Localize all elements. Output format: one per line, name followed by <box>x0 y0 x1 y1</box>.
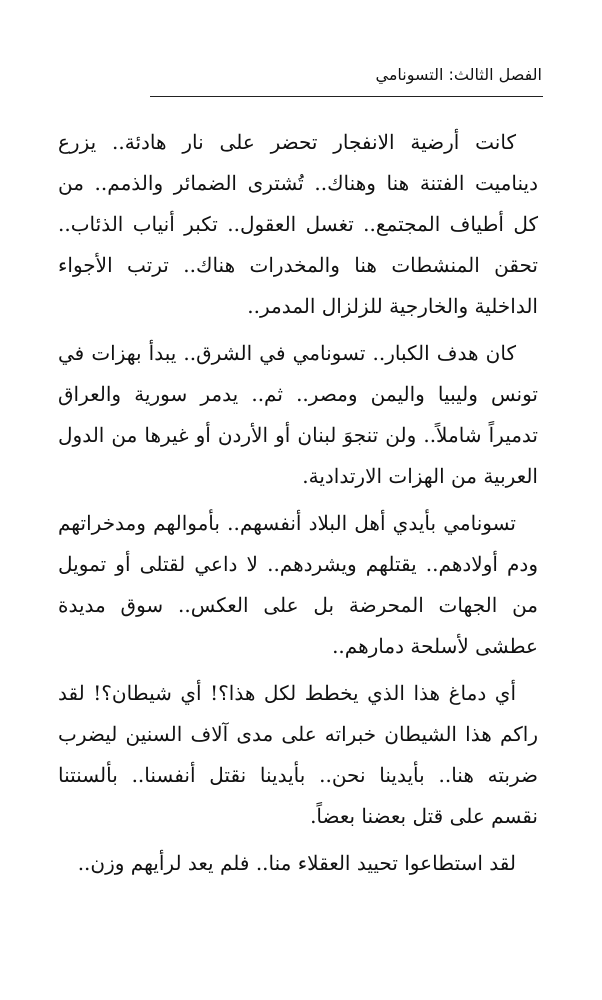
running-head-title: الفصل الثالث: التسونامي <box>375 65 542 84</box>
paragraph-3: تسونامي بأيدي أهل البلاد أنفسهم.. بأموالهم ومدخراتهم ودم أولادهم.. يقتلهم ويشردهم.. لا داعي لقتلى أو تمويل من الجهات المحرضة بل على العكس.. سوق مديدة عطشى لأسلحة دمارهم.. <box>58 511 539 658</box>
paragraph-2: كان هدف الكبار.. تسونامي في الشرق.. يبدأ بهزات في تونس وليبيا واليمن ومصر.. ثم.. يدمر سورية والعراق تدميراً شاملاً.. ولن تنجوَ لبنان أو الأردن أو غيرها من الدول العربية من الهزات الارتدادية. <box>58 341 538 488</box>
paragraph-4: أي دماغ هذا الذي يخطط لكل هذا؟! أي شيطان؟! لقد راكم هذا الشيطان خبراته على مدى آلاف السنين ليضرب ضربته هنا.. بأيدينا نحن.. بأيدينا نقتل أنفسنا.. بألسنتنا نقسم على قتل بعضنا بعضاً. <box>58 681 538 828</box>
paragraph-5: لقد استطاعوا تحييد العقلاء منا.. فلم يعد لرأيهم وزن.. <box>77 851 516 875</box>
header-rule <box>150 96 543 97</box>
chapter-body <box>58 122 538 890</box>
paragraph-1: كانت أرضية الانفجار تحضر على نار هادئة.. يزرع ديناميت الفتنة هنا وهناك.. تُشترى الضمائر والذمم.. من كل أطياف المجتمع.. تغسل العقول.. تكبر أنياب الذئاب.. تحقن المنشطات هنا والمخدرات هناك.. ترتب الأجواء الداخلية والخارجية للزلزال المدمر.. <box>58 130 538 318</box>
